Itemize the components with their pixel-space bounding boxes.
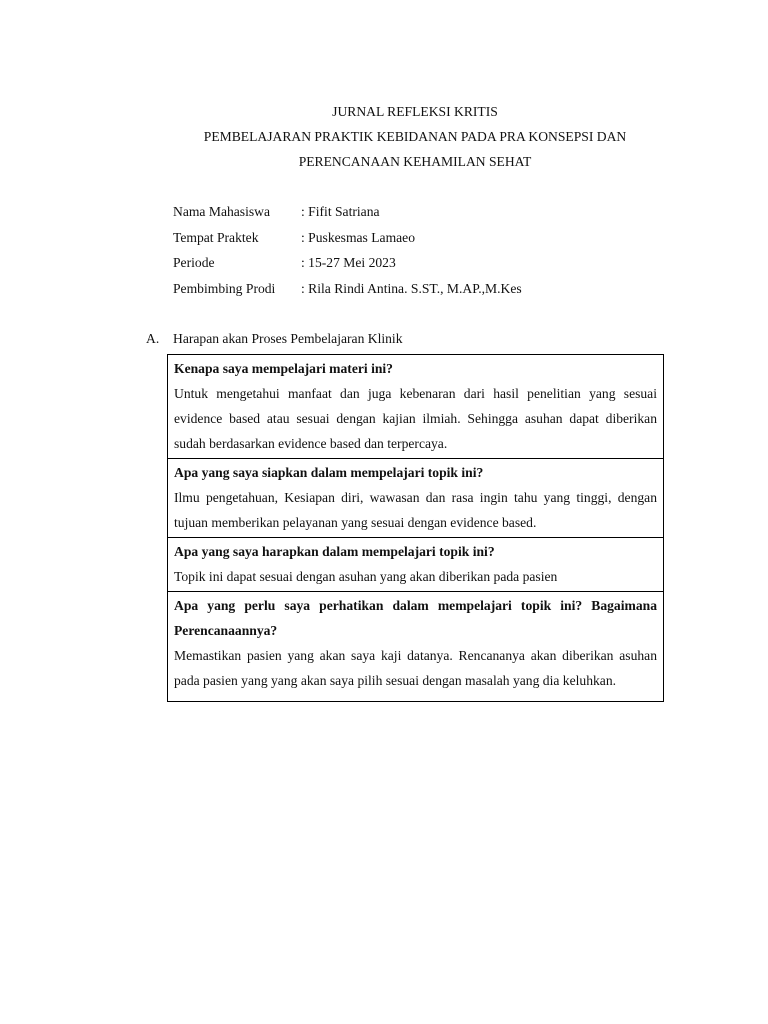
question-text: Apa yang saya harapkan dalam mempelajari topik ini?: [174, 544, 495, 559]
table-row: [168, 355, 663, 459]
table-row: [168, 538, 663, 592]
document-subtitle-line-2: PERENCANAAN KEHAMILAN SEHAT: [298, 154, 532, 169]
info-value: : 15-27 Mei 2023: [301, 255, 396, 270]
answer-text: Ilmu pengetahuan, Kesiapan diri, wawasan dan rasa ingin tahu yang tinggi, dengan tujuan memberikan pelayanan yang sesuai dengan evidence based.: [174, 490, 657, 530]
info-label: Nama Mahasiswa: [173, 204, 271, 219]
info-label: Pembimbing Prodi: [173, 281, 276, 296]
info-value: : Rila Rindi Antina. S.ST., M.AP.,M.Kes: [301, 281, 522, 296]
table-row: [168, 592, 663, 701]
question-text: Kenapa saya mempelajari materi ini?: [174, 361, 393, 376]
info-label: Tempat Praktek: [173, 230, 259, 245]
answer-text: Untuk mengetahui manfaat dan juga kebenaran dari hasil penelitian yang sesuai evidence based atau sesuai dengan kajian ilmiah. Sehingga asuhan dapat diberikan sudah berdasarkan evidence based dan terpercaya.: [174, 386, 657, 451]
info-value: : Puskesmas Lamaeo: [301, 230, 416, 245]
info-row-student-name: [173, 199, 380, 224]
info-label: Periode: [173, 255, 215, 270]
reflection-table: [167, 354, 664, 702]
section-letter: A.: [146, 331, 160, 346]
info-row-period: [173, 250, 396, 275]
info-row-practice-place: [173, 225, 415, 250]
question-text: Apa yang perlu saya perhatikan dalam mempelajari topik ini? Bagaimana Perencanaannya?: [174, 598, 657, 638]
table-row: [168, 459, 663, 538]
section-heading: [146, 326, 403, 351]
document-subtitle-line-1: PEMBELAJARAN PRAKTIK KEBIDANAN PADA PRA KONSEPSI DAN: [203, 129, 627, 144]
answer-text: Topik ini dapat sesuai dengan asuhan yang akan diberikan pada pasien: [174, 569, 558, 584]
document-title: JURNAL REFLEKSI KRITIS: [332, 104, 498, 119]
section-title: Harapan akan Proses Pembelajaran Klinik: [173, 331, 403, 346]
info-row-supervisor: [173, 276, 522, 301]
answer-text: Memastikan pasien yang akan saya kaji datanya. Rencananya akan diberikan asuhan pada pasien yang yang akan saya pilih sesuai dengan masalah yang dia keluhkan.: [174, 648, 657, 688]
info-value: : Fifit Satriana: [301, 204, 380, 219]
question-text: Apa yang saya siapkan dalam mempelajari topik ini?: [174, 465, 484, 480]
